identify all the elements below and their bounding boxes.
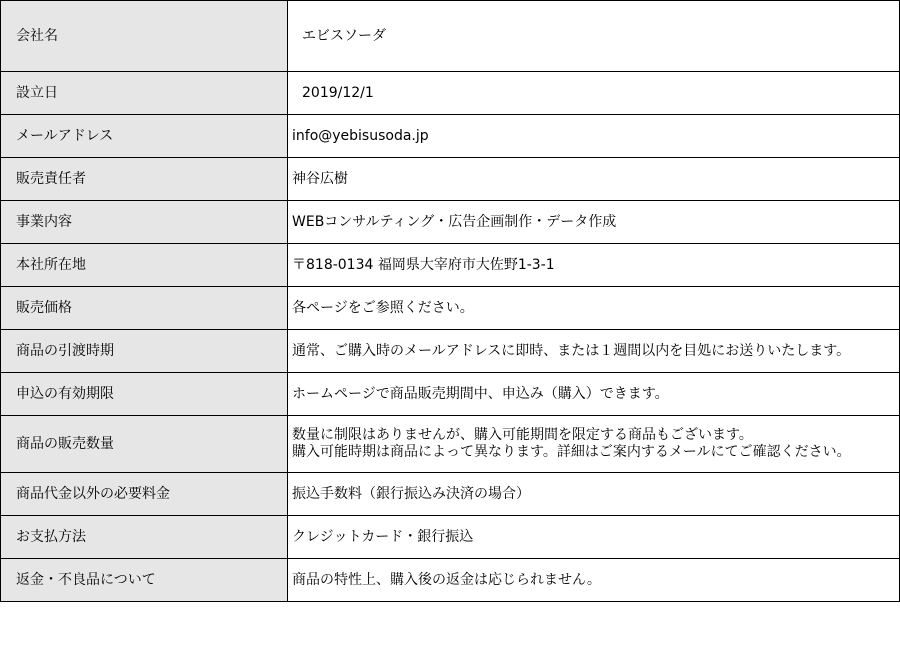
table-row <box>1 72 900 115</box>
row-value <box>288 416 900 473</box>
row-value-line: ホームページで商品販売期間中、申込み（購入）できます。 <box>292 385 669 402</box>
row-value <box>288 115 900 158</box>
row-label: 販売価格 <box>1 287 288 330</box>
row-label: 返金・不良品について <box>1 559 288 602</box>
table-row <box>1 1 900 72</box>
table-row <box>1 158 900 201</box>
row-label: 会社名 <box>1 1 288 72</box>
row-value-line: 〒818-0134 福岡県大宰府市大佐野1-3-1 <box>292 256 555 273</box>
row-value <box>288 373 900 416</box>
table-row <box>1 287 900 330</box>
row-label: メールアドレス <box>1 115 288 158</box>
row-value <box>288 158 900 201</box>
table-row <box>1 516 900 559</box>
table-row <box>1 244 900 287</box>
row-value-line: 購入可能時期は商品によって異なります。詳細はご案内するメールにてご確認ください。 <box>292 444 851 460</box>
row-value-line: 数量に制限はありませんが、購入可能期間を限定する商品もございます。 <box>292 427 753 443</box>
row-label: 商品代金以外の必要料金 <box>1 473 288 516</box>
row-label: 商品の販売数量 <box>1 416 288 473</box>
table-body <box>1 1 900 602</box>
row-value <box>288 287 900 330</box>
row-value-line: 振込手数料（銀行振込み決済の場合） <box>292 485 530 502</box>
row-label: 販売責任者 <box>1 158 288 201</box>
row-label: 事業内容 <box>1 201 288 244</box>
row-value <box>288 1 900 72</box>
table-row <box>1 115 900 158</box>
row-value-line: 通常、ご購入時のメールアドレスに即時、または１週間以内を目処にお送りいたします。 <box>292 342 851 359</box>
table-row <box>1 473 900 516</box>
row-value-line[interactable]: info@yebisusoda.jp <box>292 127 429 144</box>
row-label: 本社所在地 <box>1 244 288 287</box>
row-label: お支払方法 <box>1 516 288 559</box>
row-value <box>288 201 900 244</box>
table-row <box>1 330 900 373</box>
row-value <box>288 559 900 602</box>
row-value-line: クレジットカード・銀行振込 <box>292 528 474 545</box>
table-row <box>1 416 900 473</box>
table-row <box>1 373 900 416</box>
table-row <box>1 559 900 602</box>
row-value-line: WEBコンサルティング・広告企画制作・データ作成 <box>292 213 617 230</box>
row-value-line: エビスソーダ <box>302 27 386 44</box>
row-value <box>288 330 900 373</box>
row-value-line: 商品の特性上、購入後の返金は応じられません。 <box>292 571 601 588</box>
row-value <box>288 473 900 516</box>
row-value-line: 各ページをご参照ください。 <box>292 299 474 316</box>
row-value <box>288 72 900 115</box>
row-value-line: 2019/12/1 <box>302 84 374 101</box>
row-value-line: 神谷広樹 <box>292 170 348 187</box>
row-value <box>288 244 900 287</box>
row-value <box>288 516 900 559</box>
row-label: 設立日 <box>1 72 288 115</box>
row-label: 申込の有効期限 <box>1 373 288 416</box>
table-row <box>1 201 900 244</box>
row-label: 商品の引渡時期 <box>1 330 288 373</box>
